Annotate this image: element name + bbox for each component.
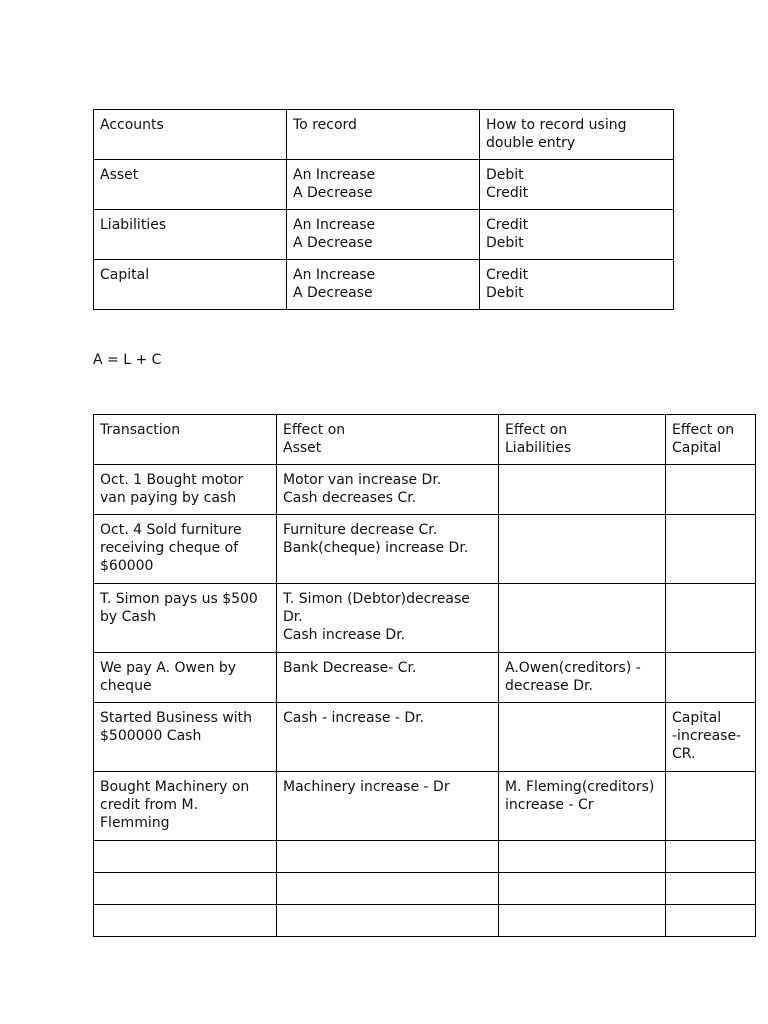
table-row	[94, 905, 756, 937]
header-cell: Transaction	[94, 415, 277, 465]
table-cell	[499, 584, 666, 653]
table-cell	[499, 873, 666, 905]
table-row	[94, 515, 756, 584]
table-cell	[666, 465, 756, 515]
table-header-row	[94, 415, 756, 465]
table-cell: Oct. 4 Sold furniture receiving cheque of $60000	[94, 515, 277, 584]
table-cell: Liabilities	[94, 210, 287, 260]
header-cell: Accounts	[94, 110, 287, 160]
table-row	[94, 584, 756, 653]
table-cell	[666, 653, 756, 703]
table-row	[94, 703, 756, 772]
table-cell: Capital -increase- CR.	[666, 703, 756, 772]
table-cell: We pay A. Owen by cheque	[94, 653, 277, 703]
table-cell	[277, 905, 499, 937]
table-cell: Capital	[94, 260, 287, 310]
table-cell: Bought Machinery on credit from M. Flemming	[94, 772, 277, 841]
table-cell: An Increase A Decrease	[287, 260, 480, 310]
table-row	[94, 772, 756, 841]
table-cell: M. Fleming(creditors) increase - Cr	[499, 772, 666, 841]
table-cell: An Increase A Decrease	[287, 210, 480, 260]
table-cell	[499, 465, 666, 515]
table-cell: Credit Debit	[480, 210, 674, 260]
table-row	[94, 873, 756, 905]
table-cell	[666, 584, 756, 653]
table-cell: Started Business with $500000 Cash	[94, 703, 277, 772]
table-cell	[94, 905, 277, 937]
accounts-table	[93, 109, 674, 310]
table-cell	[499, 841, 666, 873]
header-cell: How to record using double entry	[480, 110, 674, 160]
table-row	[94, 465, 756, 515]
table-cell: Bank Decrease- Cr.	[277, 653, 499, 703]
table-cell	[277, 841, 499, 873]
table-header-row	[94, 110, 674, 160]
table-cell: Furniture decrease Cr. Bank(cheque) increase Dr.	[277, 515, 499, 584]
table-cell	[666, 841, 756, 873]
table-cell	[666, 515, 756, 584]
table-cell: T. Simon pays us $500 by Cash	[94, 584, 277, 653]
table-cell	[499, 515, 666, 584]
table-cell	[666, 772, 756, 841]
table-cell	[666, 905, 756, 937]
header-cell: Effect on Asset	[277, 415, 499, 465]
table-cell: Cash - increase - Dr.	[277, 703, 499, 772]
transactions-table	[93, 414, 756, 937]
table-cell: Credit Debit	[480, 260, 674, 310]
table-cell: Machinery increase - Dr	[277, 772, 499, 841]
table-row	[94, 653, 756, 703]
header-cell: To record	[287, 110, 480, 160]
table-cell: Oct. 1 Bought motor van paying by cash	[94, 465, 277, 515]
table-cell	[94, 873, 277, 905]
header-cell: Effect on Liabilities	[499, 415, 666, 465]
table-cell	[499, 703, 666, 772]
table-cell	[277, 873, 499, 905]
table-row	[94, 160, 674, 210]
table-cell: Motor van increase Dr. Cash decreases Cr.	[277, 465, 499, 515]
table-row	[94, 841, 756, 873]
table-row	[94, 260, 674, 310]
table-cell: A.Owen(creditors) - decrease Dr.	[499, 653, 666, 703]
table-row	[94, 210, 674, 260]
table-cell: T. Simon (Debtor)decrease Dr. Cash increase Dr.	[277, 584, 499, 653]
accounting-equation: A = L + C	[93, 352, 162, 368]
table-cell: Debit Credit	[480, 160, 674, 210]
table-cell: Asset	[94, 160, 287, 210]
table-cell	[666, 873, 756, 905]
table-cell	[94, 841, 277, 873]
table-cell: An Increase A Decrease	[287, 160, 480, 210]
header-cell: Effect on Capital	[666, 415, 756, 465]
table-cell	[499, 905, 666, 937]
